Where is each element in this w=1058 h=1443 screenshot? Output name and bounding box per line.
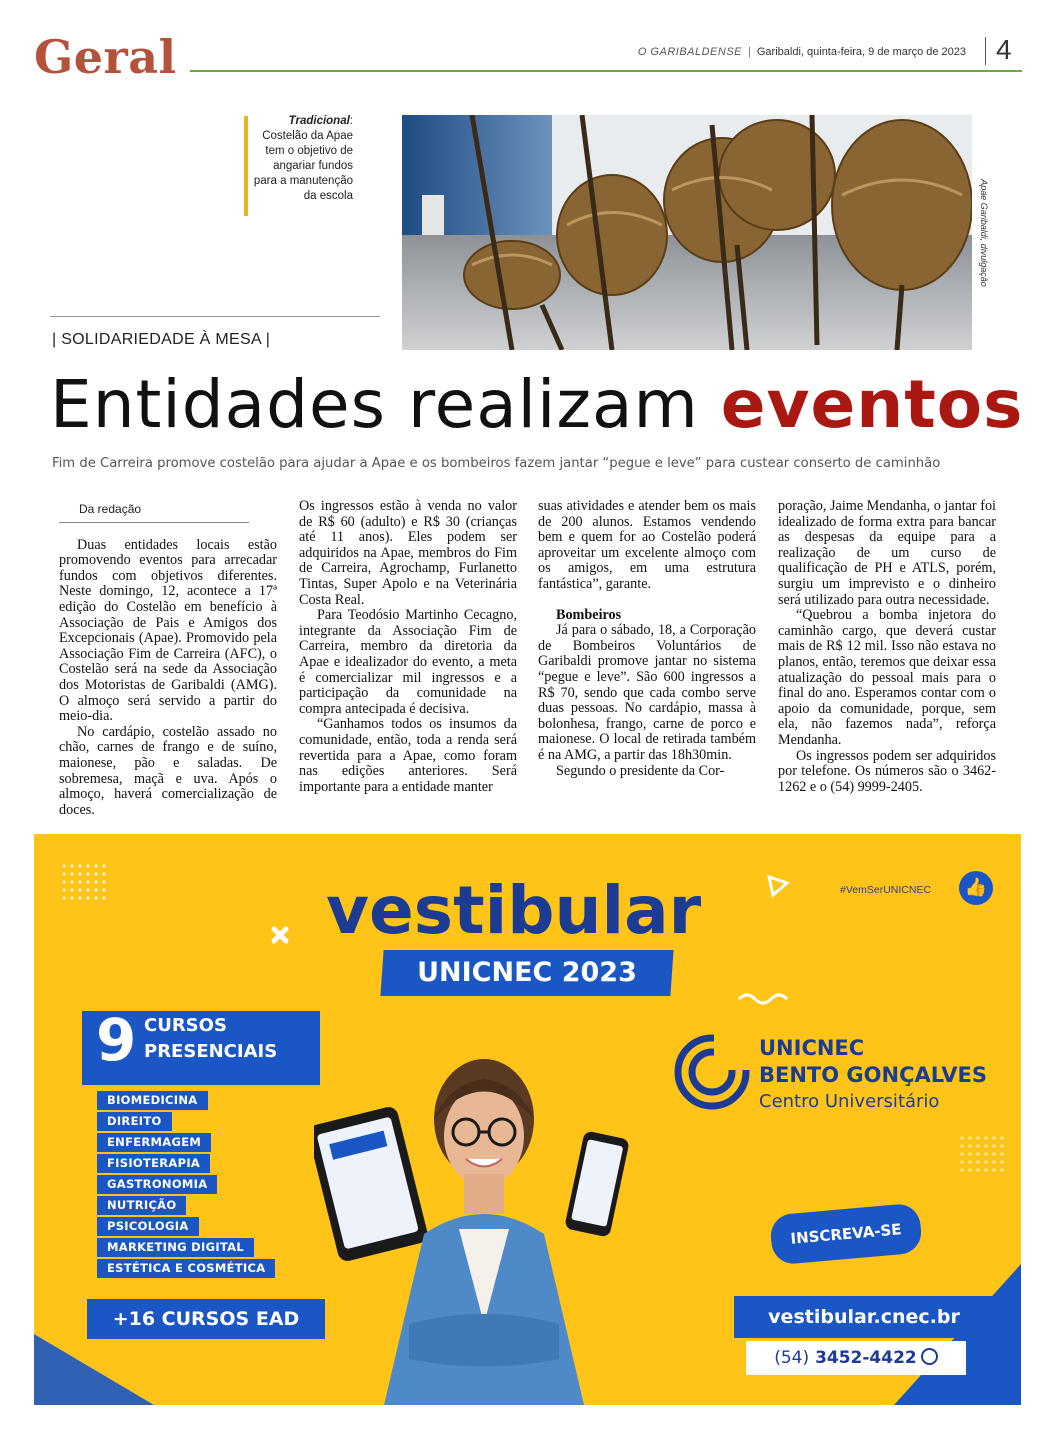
unicnec-logo-icon: [674, 1034, 750, 1110]
paragraph: Já para o sábado, 18, a Corporação de Bombeiros Voluntários de Garibaldi promove jantar no sistema “pegue e leve”. São 600 ingressos a R$ 70, sendo que cada combo serve duas pessoas. No cardápio, massa à bolonhesa, frango, carne de porco e maionese. O local de retirada também é na AMG, a partir das 18h30min.: [538, 622, 756, 763]
header-separator: |: [748, 46, 751, 58]
dateline: Garibaldi, quinta-feira, 9 de março de 2023: [756, 46, 966, 58]
course-item: PSICOLOGIA: [97, 1217, 199, 1236]
advertisement[interactable]: [34, 834, 1021, 1405]
caption-accent-bar: [244, 116, 248, 216]
brand-name: UNICNEC: [759, 1036, 865, 1060]
course-item: BIOMEDICINA: [97, 1091, 208, 1110]
article-column-2: [299, 499, 517, 795]
course-item: ENFERMAGEM: [97, 1133, 211, 1152]
ead-courses-banner: +16 CURSOS EAD: [87, 1299, 325, 1339]
section-subtitle: Bombeiros: [556, 606, 622, 623]
dot-pattern: [60, 862, 108, 904]
kicker: | SOLIDARIEDADE À MESA |: [52, 331, 271, 348]
section-title: Geral: [34, 30, 177, 84]
paper-name: O GARIBALDENSE: [637, 46, 743, 58]
hashtag: #VemSerUNICNEC: [840, 884, 932, 896]
paragraph: Duas entidades locais estão promovendo eventos para arrecadar fundos com objetivos diferentes. Neste domingo, 12, acontece a 17ª edição do Costelão em benefício à Associação de Pais e Amigos dos Excepcionais (Apae). Promovido pela Associação Fim de Carreira (AFC), o Costelão será na sede da Associação dos Motoristas de Garibaldi (AMG). O almoço será servido a partir do meio-dia.: [59, 536, 277, 725]
courses-count-label-2: PRESENCIAIS: [144, 1041, 278, 1062]
paragraph: suas atividades e atender bem os mais de 200 alunos. Estamos vendendo bem e quem for ao Costelão poderá aproveitar um excelente almoço com os amigos, em uma estrutura fantástica”, garante.: [538, 498, 756, 592]
brand-descriptor: Centro Universitário: [759, 1091, 940, 1112]
ad-title: vestibular: [326, 872, 702, 949]
course-item: FISIOTERAPIA: [97, 1154, 210, 1173]
whatsapp-icon: [921, 1348, 938, 1365]
course-item: ESTÉTICA E COSMÉTICA: [97, 1259, 275, 1278]
article-column-3: [538, 499, 756, 779]
paragraph: No cardápio, costelão assado no chão, carnes de frango e de suíno, maionese, pão e saladas. De sobremesa, maçã e uva. Após o almoço, haverá comercialização de doces.: [59, 723, 277, 818]
header-meta: [638, 46, 966, 58]
page-number: 4: [996, 34, 1012, 65]
paragraph: “Quebrou a bomba injetora do caminhão cargo, que deverá custar mais de R$ 12 mil. Isso não estava no planos, então, teremos que deixar essa atualização do pessoal mais para o final do ano. Esperamos contar com o apoio da comunidade, porque, sem ela, não fazemos nada”, reforça Mendanha.: [778, 607, 996, 748]
subheadline: Fim de Carreira promove costelão para ajudar a Apae e os bombeiros fazem jantar “pegue e leve” para custear conserto de caminhão: [52, 456, 941, 471]
course-item: DIREITO: [97, 1112, 172, 1131]
ad-subtitle: UNICNEC 2023: [417, 957, 637, 988]
header-rule: [190, 70, 1022, 72]
website-link[interactable]: vestibular.cnec.br: [734, 1296, 994, 1338]
course-item: MARKETING DIGITAL: [97, 1238, 254, 1257]
photo-illustration: [402, 115, 972, 350]
courses-count: 9: [96, 1006, 137, 1074]
thumbs-up-icon: 👍: [959, 871, 993, 905]
kicker-rule: [50, 316, 380, 317]
paragraph: “Ganhamos todos os insumos da comunidade, então, toda a renda será revertida para a Apae, como foram nas edições anteriores. Será importante para a entidade manter: [299, 716, 517, 795]
paragraph: Os ingressos podem ser adquiridos por telefone. Os números são o 3462-1262 e o (54) 9999-2405.: [778, 747, 996, 795]
photo-credit: [977, 115, 991, 350]
course-item: NUTRIÇÃO: [97, 1196, 186, 1215]
phone-number: 3452-4422: [815, 1348, 917, 1368]
page-number-divider: [985, 37, 986, 65]
paragraph: poração, Jaime Mendanha, o jantar foi idealizado de forma extra para bancar as despesas da equipe para a realização de um curso de qualificação de PH e ATLS, porém, surgiu um imprevisto e o dinheiro será utilizado para outra necessidade.: [778, 498, 996, 608]
phone-prefix: (54): [774, 1348, 810, 1368]
caption-label: Tradicional: [288, 115, 350, 127]
photo-credit-text: Apae Garibaldi, divulgação: [979, 178, 989, 287]
article-column-4: [778, 499, 996, 795]
article-column-1: [59, 499, 277, 818]
course-item: GASTRONOMIA: [97, 1175, 217, 1194]
caption-text: : Costelão da Apae tem o objetivo de angariar fundos para a manutenção da escola: [253, 115, 353, 202]
paragraph-continued: Segundo o presidente da Cor-: [556, 762, 725, 779]
headline-accent: eventos: [720, 366, 1024, 443]
byline: Da redação: [59, 499, 249, 523]
student-illustration: [314, 1024, 654, 1405]
paragraph: Para Teodósio Martinho Cecagno, integrante da Associação Fim de Carreira, membro da diretoria da Apae e idealizador do evento, a meta é comercializar mil ingressos e a participação da comunidade na compra antecipada é decisiva.: [299, 607, 517, 717]
dot-pattern: [958, 1134, 1006, 1176]
headline: [50, 362, 1023, 448]
brand-campus: BENTO GONÇALVES: [759, 1063, 987, 1087]
phone-contact[interactable]: [746, 1341, 966, 1375]
courses-count-label-1: CURSOS: [144, 1015, 227, 1036]
article-photo: [402, 115, 972, 350]
enroll-button[interactable]: INSCREVA-SE: [769, 1203, 923, 1266]
headline-main: Entidades realizam: [50, 366, 721, 443]
paragraph: Os ingressos estão à venda no valor de R$ 60 (adulto) e R$ 30 (crianças até 11 anos). Eles podem ser adquiridos na Apae, membros do Fim de Carreira, Agrochamp, Furlanetto Tintas, Super Apolo e na Veterinária Costa Real.: [299, 498, 517, 608]
photo-caption: [250, 114, 353, 204]
